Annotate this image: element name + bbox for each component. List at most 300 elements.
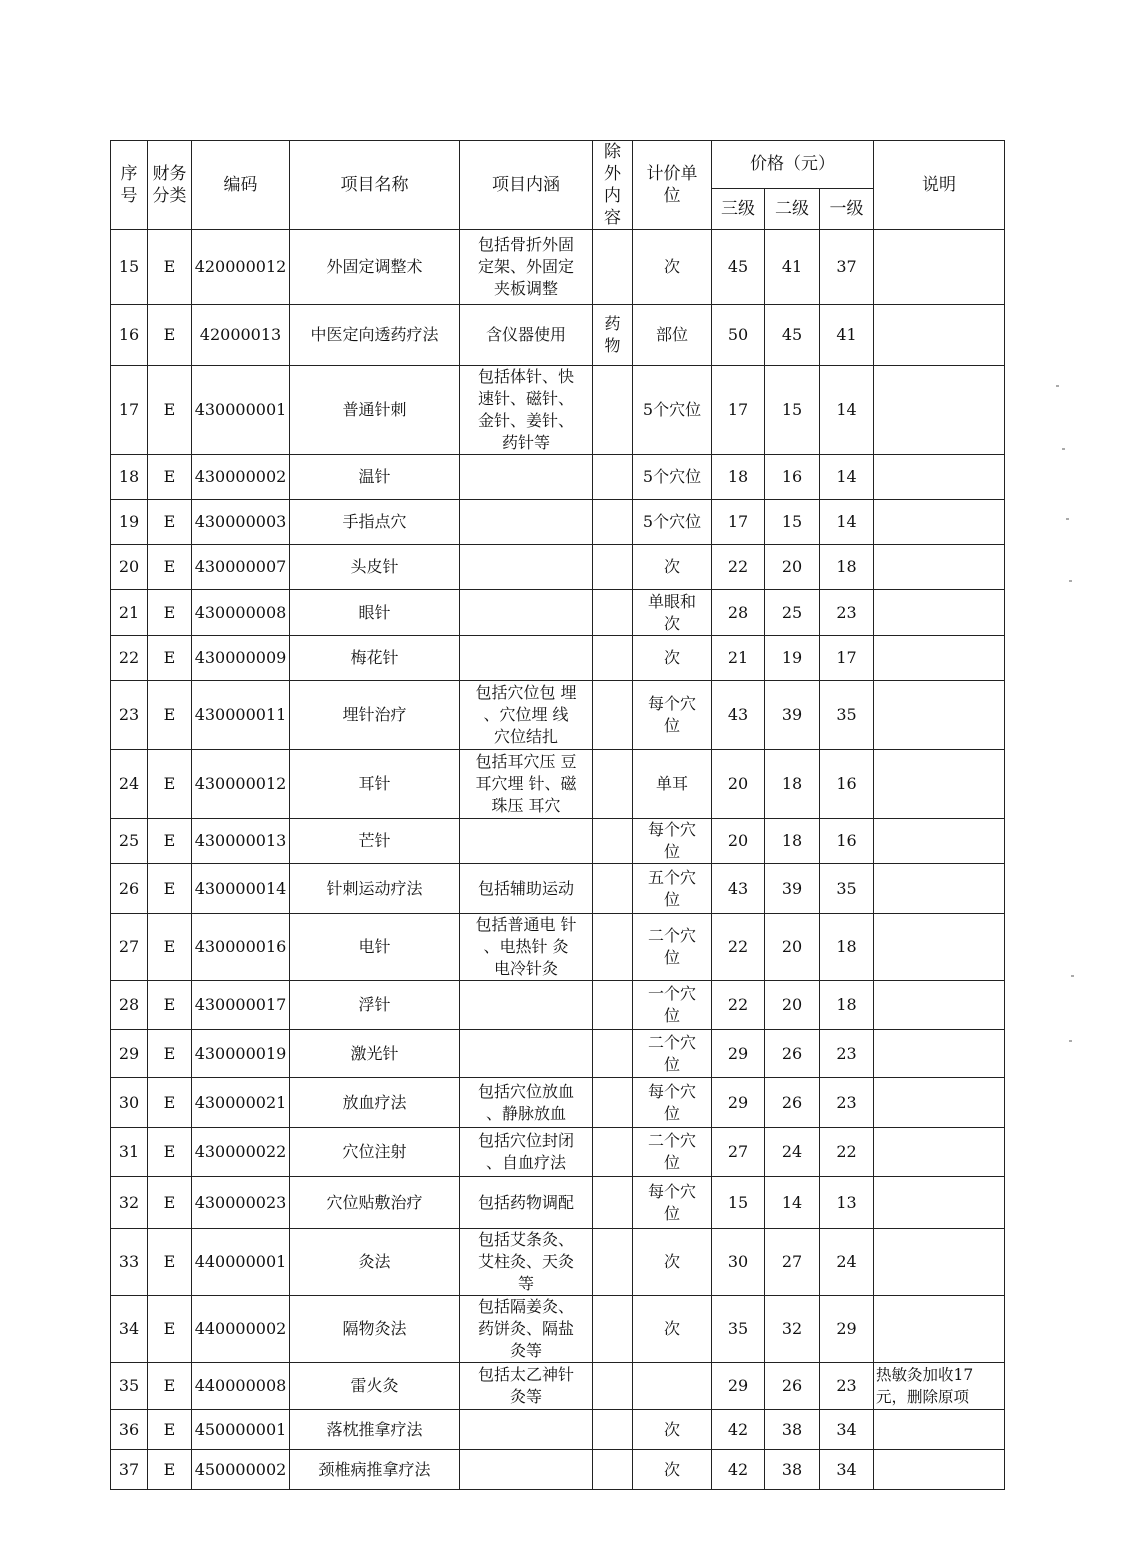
row-unit-line: 次 bbox=[663, 648, 680, 667]
row-code: 430000017 bbox=[192, 981, 290, 1030]
row-unit-line: 单耳 bbox=[655, 774, 688, 793]
row-content-line: 夹板调整 bbox=[493, 279, 558, 298]
row-content-line: 包括药物调配 bbox=[477, 1192, 574, 1212]
row-excluded bbox=[593, 305, 633, 366]
row-unit-line: 次 bbox=[663, 1252, 680, 1271]
table-row bbox=[111, 1450, 1005, 1490]
row-seq: 37 bbox=[111, 1450, 148, 1490]
row-code: 430000012 bbox=[192, 750, 290, 819]
row-category: E bbox=[148, 1229, 192, 1296]
row-content bbox=[460, 914, 593, 981]
row-content-line: 包括艾条灸、 bbox=[477, 1230, 574, 1249]
row-excluded bbox=[593, 1078, 633, 1128]
table-row bbox=[111, 366, 1005, 455]
row-name: 落枕推拿疗法 bbox=[290, 1410, 460, 1450]
row-name: 穴位贴敷治疗 bbox=[290, 1177, 460, 1229]
row-price-level-2: 18 bbox=[765, 750, 820, 819]
row-unit-line: 位 bbox=[663, 1006, 680, 1025]
row-excluded bbox=[593, 1229, 633, 1296]
row-code: 430000011 bbox=[192, 681, 290, 750]
row-note bbox=[874, 981, 1005, 1030]
row-unit bbox=[633, 545, 712, 590]
row-note-line: 元，删除原项 bbox=[876, 1388, 970, 1406]
row-price-level-3: 20 bbox=[712, 819, 765, 864]
row-unit bbox=[633, 500, 712, 545]
row-unit bbox=[633, 1410, 712, 1450]
row-unit bbox=[633, 914, 712, 981]
row-price-level-3: 42 bbox=[712, 1410, 765, 1450]
row-unit bbox=[633, 590, 712, 636]
row-excluded bbox=[593, 981, 633, 1030]
row-price-level-3: 43 bbox=[712, 681, 765, 750]
row-category: E bbox=[148, 1363, 192, 1410]
row-price-level-2: 26 bbox=[765, 1030, 820, 1078]
row-name: 浮针 bbox=[290, 981, 460, 1030]
row-unit-line: 位 bbox=[663, 948, 680, 967]
row-unit bbox=[633, 1128, 712, 1177]
table-row bbox=[111, 500, 1005, 545]
table-row bbox=[111, 864, 1005, 914]
row-content-line: 、静脉放血 bbox=[485, 1103, 566, 1123]
row-excluded bbox=[593, 230, 633, 305]
row-unit-line: 二个穴 bbox=[647, 926, 696, 945]
table-row bbox=[111, 981, 1005, 1030]
row-price-level-2: 27 bbox=[765, 1229, 820, 1296]
row-price-level-2: 45 bbox=[765, 305, 820, 366]
row-content bbox=[460, 545, 593, 590]
row-price-level-1: 14 bbox=[820, 500, 874, 545]
row-price-level-3: 17 bbox=[712, 366, 765, 455]
row-excluded bbox=[593, 914, 633, 981]
table-row bbox=[111, 305, 1005, 366]
row-unit bbox=[633, 1078, 712, 1128]
table-body bbox=[111, 230, 1005, 1490]
row-note bbox=[874, 590, 1005, 636]
row-unit-line: 5个穴位 bbox=[642, 512, 702, 531]
row-content-line: 包括穴位封闭 bbox=[477, 1131, 574, 1150]
row-note bbox=[874, 1078, 1005, 1128]
row-unit-line: 5个穴位 bbox=[642, 400, 702, 419]
row-code: 430000023 bbox=[192, 1177, 290, 1229]
row-content-line: 灸等 bbox=[509, 1387, 542, 1406]
table-row bbox=[111, 1128, 1005, 1177]
row-content bbox=[460, 1128, 593, 1177]
row-seq: 36 bbox=[111, 1410, 148, 1450]
table-row bbox=[111, 681, 1005, 750]
row-excluded bbox=[593, 1450, 633, 1490]
row-code: 420000012 bbox=[192, 230, 290, 305]
row-seq: 24 bbox=[111, 750, 148, 819]
row-price-level-2: 15 bbox=[765, 366, 820, 455]
row-seq: 33 bbox=[111, 1229, 148, 1296]
row-excluded bbox=[593, 500, 633, 545]
row-unit bbox=[633, 455, 712, 500]
row-name: 芒针 bbox=[290, 819, 460, 864]
row-price-level-1: 23 bbox=[820, 1030, 874, 1078]
row-category: E bbox=[148, 981, 192, 1030]
row-note bbox=[874, 1450, 1005, 1490]
row-unit-line: 位 bbox=[663, 842, 680, 861]
row-content-line: 灸等 bbox=[509, 1341, 542, 1360]
row-content-line: 穴位结扎 bbox=[493, 727, 558, 746]
row-excluded bbox=[593, 819, 633, 864]
row-excluded bbox=[593, 1363, 633, 1410]
row-content bbox=[460, 1410, 593, 1450]
row-content-line: 包括普通电 针 bbox=[475, 915, 577, 934]
header-category: 财务 分类 bbox=[148, 141, 192, 230]
row-unit-line: 一个穴 bbox=[647, 984, 696, 1003]
row-note bbox=[874, 1296, 1005, 1363]
row-category: E bbox=[148, 500, 192, 545]
row-content bbox=[460, 1177, 593, 1229]
row-price-level-1: 16 bbox=[820, 750, 874, 819]
row-price-level-3: 30 bbox=[712, 1229, 765, 1296]
row-excluded bbox=[593, 1128, 633, 1177]
row-unit-line: 单眼和 bbox=[647, 591, 696, 611]
row-content bbox=[460, 1363, 593, 1410]
row-seq: 19 bbox=[111, 500, 148, 545]
row-price-level-2: 20 bbox=[765, 914, 820, 981]
row-name: 手指点穴 bbox=[290, 500, 460, 545]
header-price-level-1: 一级 bbox=[820, 188, 874, 229]
scan-speck bbox=[1071, 975, 1074, 977]
row-price-level-2: 41 bbox=[765, 230, 820, 305]
row-note bbox=[874, 864, 1005, 914]
table-row bbox=[111, 1296, 1005, 1363]
row-category: E bbox=[148, 819, 192, 864]
row-seq: 21 bbox=[111, 590, 148, 636]
row-price-level-3: 45 bbox=[712, 230, 765, 305]
header-unit: 计价单 位 bbox=[633, 141, 712, 230]
row-price-level-2: 14 bbox=[765, 1177, 820, 1229]
row-code: 440000001 bbox=[192, 1229, 290, 1296]
row-excluded bbox=[593, 1296, 633, 1363]
row-content bbox=[460, 1030, 593, 1078]
row-content bbox=[460, 750, 593, 819]
row-content-line: 包括体针、快 bbox=[477, 367, 574, 386]
row-unit bbox=[633, 1177, 712, 1229]
row-content-line: 含仪器使用 bbox=[485, 325, 566, 344]
row-code: 450000002 bbox=[192, 1450, 290, 1490]
table-row bbox=[111, 230, 1005, 305]
row-unit bbox=[633, 366, 712, 455]
row-note bbox=[874, 1128, 1005, 1177]
row-price-level-3: 22 bbox=[712, 981, 765, 1030]
row-unit-line: 次 bbox=[663, 1419, 680, 1439]
row-content-line: 金针、姜针、 bbox=[477, 411, 574, 430]
row-unit bbox=[633, 305, 712, 366]
row-name: 头皮针 bbox=[290, 545, 460, 590]
header-content: 项目内涵 bbox=[460, 141, 593, 230]
row-excluded bbox=[593, 636, 633, 681]
row-note bbox=[874, 500, 1005, 545]
row-name: 针刺运动疗法 bbox=[290, 864, 460, 914]
table-row bbox=[111, 590, 1005, 636]
row-unit bbox=[633, 750, 712, 819]
row-name: 颈椎病推拿疗法 bbox=[290, 1450, 460, 1490]
row-price-level-3: 22 bbox=[712, 545, 765, 590]
row-seq: 25 bbox=[111, 819, 148, 864]
row-content-line: 包括太乙神针 bbox=[477, 1365, 574, 1384]
row-price-level-1: 17 bbox=[820, 636, 874, 681]
row-excluded bbox=[593, 1030, 633, 1078]
row-unit bbox=[633, 1229, 712, 1296]
row-content-line: 、穴位埋 线 bbox=[483, 705, 569, 724]
scan-speck bbox=[1069, 1040, 1072, 1042]
row-name: 中医定向透药疗法 bbox=[290, 305, 460, 366]
row-seq: 20 bbox=[111, 545, 148, 590]
row-content bbox=[460, 1450, 593, 1490]
row-unit bbox=[633, 230, 712, 305]
row-unit-line: 每个穴 bbox=[647, 694, 696, 713]
row-name: 隔物灸法 bbox=[290, 1296, 460, 1363]
row-seq: 34 bbox=[111, 1296, 148, 1363]
header-code: 编码 bbox=[192, 141, 290, 230]
row-category: E bbox=[148, 1128, 192, 1177]
table-row bbox=[111, 455, 1005, 500]
row-unit bbox=[633, 864, 712, 914]
row-name: 雷火灸 bbox=[290, 1363, 460, 1410]
row-name: 放血疗法 bbox=[290, 1078, 460, 1128]
row-content-line: 定架、外固定 bbox=[477, 257, 574, 276]
row-seq: 35 bbox=[111, 1363, 148, 1410]
row-note bbox=[874, 366, 1005, 455]
row-unit-line: 次 bbox=[663, 257, 680, 276]
row-category: E bbox=[148, 455, 192, 500]
row-content-line: 包括耳穴压 豆 bbox=[475, 752, 577, 771]
row-name: 灸法 bbox=[290, 1229, 460, 1296]
table-row bbox=[111, 636, 1005, 681]
row-unit-line: 5个穴位 bbox=[642, 467, 702, 486]
row-content-line: 包括穴位包 埋 bbox=[475, 683, 577, 702]
row-unit-line: 每个穴 bbox=[647, 1081, 696, 1101]
row-unit-line: 次 bbox=[663, 557, 680, 576]
row-category: E bbox=[148, 864, 192, 914]
row-note bbox=[874, 636, 1005, 681]
row-price-level-3: 28 bbox=[712, 590, 765, 636]
row-excluded bbox=[593, 545, 633, 590]
price-table bbox=[110, 140, 1005, 1490]
table-row bbox=[111, 819, 1005, 864]
row-category: E bbox=[148, 590, 192, 636]
row-price-level-3: 18 bbox=[712, 455, 765, 500]
row-price-level-2: 32 bbox=[765, 1296, 820, 1363]
row-category: E bbox=[148, 305, 192, 366]
row-content-line: 包括骨折外固 bbox=[477, 235, 574, 254]
row-excluded bbox=[593, 681, 633, 750]
row-price-level-1: 41 bbox=[820, 305, 874, 366]
row-price-level-1: 18 bbox=[820, 545, 874, 590]
row-code: 430000013 bbox=[192, 819, 290, 864]
row-content bbox=[460, 1078, 593, 1128]
row-content-line: 包括辅助运动 bbox=[477, 878, 574, 898]
row-unit bbox=[633, 636, 712, 681]
row-seq: 27 bbox=[111, 914, 148, 981]
row-price-level-1: 16 bbox=[820, 819, 874, 864]
row-seq: 26 bbox=[111, 864, 148, 914]
header-price-level-3: 三级 bbox=[712, 188, 765, 229]
row-category: E bbox=[148, 1177, 192, 1229]
row-excluded bbox=[593, 455, 633, 500]
row-code: 430000003 bbox=[192, 500, 290, 545]
row-note bbox=[874, 455, 1005, 500]
row-code: 430000009 bbox=[192, 636, 290, 681]
table-row bbox=[111, 545, 1005, 590]
row-price-level-2: 18 bbox=[765, 819, 820, 864]
row-code: 42000013 bbox=[192, 305, 290, 366]
row-excluded bbox=[593, 1410, 633, 1450]
row-code: 430000019 bbox=[192, 1030, 290, 1078]
row-content-line: 耳穴埋 针、磁 bbox=[475, 774, 577, 793]
row-code: 430000021 bbox=[192, 1078, 290, 1128]
row-price-level-1: 18 bbox=[820, 914, 874, 981]
row-unit-line: 部位 bbox=[655, 325, 688, 344]
table-row bbox=[111, 750, 1005, 819]
row-price-level-3: 17 bbox=[712, 500, 765, 545]
row-price-level-2: 26 bbox=[765, 1078, 820, 1128]
row-price-level-1: 29 bbox=[820, 1296, 874, 1363]
row-unit-line: 位 bbox=[663, 1103, 680, 1123]
row-price-level-1: 13 bbox=[820, 1177, 874, 1229]
scan-speck bbox=[1056, 385, 1059, 387]
row-price-level-1: 14 bbox=[820, 366, 874, 455]
row-unit-line: 位 bbox=[663, 1203, 680, 1223]
table-row bbox=[111, 1030, 1005, 1078]
row-note bbox=[874, 230, 1005, 305]
row-price-level-1: 34 bbox=[820, 1450, 874, 1490]
row-name: 梅花针 bbox=[290, 636, 460, 681]
row-excluded-line: 物 bbox=[604, 336, 621, 355]
row-price-level-1: 23 bbox=[820, 1078, 874, 1128]
row-seq: 16 bbox=[111, 305, 148, 366]
row-excluded bbox=[593, 590, 633, 636]
row-content bbox=[460, 230, 593, 305]
row-note bbox=[874, 305, 1005, 366]
row-note bbox=[874, 1030, 1005, 1078]
row-price-level-3: 50 bbox=[712, 305, 765, 366]
row-price-level-3: 22 bbox=[712, 914, 765, 981]
row-content bbox=[460, 819, 593, 864]
table-row bbox=[111, 1229, 1005, 1296]
row-price-level-2: 24 bbox=[765, 1128, 820, 1177]
table-row bbox=[111, 914, 1005, 981]
row-unit-line: 每个穴 bbox=[647, 820, 696, 839]
row-excluded bbox=[593, 750, 633, 819]
row-unit bbox=[633, 1450, 712, 1490]
row-price-level-2: 38 bbox=[765, 1450, 820, 1490]
row-price-level-3: 43 bbox=[712, 864, 765, 914]
row-name: 温针 bbox=[290, 455, 460, 500]
row-price-level-3: 27 bbox=[712, 1128, 765, 1177]
row-note bbox=[874, 819, 1005, 864]
row-unit-line: 次 bbox=[663, 613, 680, 633]
row-unit-line: 每个穴 bbox=[647, 1181, 696, 1201]
row-note bbox=[874, 1229, 1005, 1296]
row-note bbox=[874, 1410, 1005, 1450]
row-price-level-1: 22 bbox=[820, 1128, 874, 1177]
row-category: E bbox=[148, 1078, 192, 1128]
header-note: 说明 bbox=[874, 141, 1005, 230]
row-price-level-1: 23 bbox=[820, 590, 874, 636]
row-code: 430000001 bbox=[192, 366, 290, 455]
row-unit-line: 二个穴 bbox=[647, 1131, 696, 1150]
row-content-line: 、自血疗法 bbox=[485, 1153, 566, 1172]
header-name: 项目名称 bbox=[290, 141, 460, 230]
row-content bbox=[460, 1229, 593, 1296]
row-unit bbox=[633, 681, 712, 750]
row-category: E bbox=[148, 914, 192, 981]
row-price-level-2: 15 bbox=[765, 500, 820, 545]
row-price-level-2: 39 bbox=[765, 864, 820, 914]
row-name: 激光针 bbox=[290, 1030, 460, 1078]
row-unit-line: 位 bbox=[663, 1153, 680, 1172]
row-code: 430000002 bbox=[192, 455, 290, 500]
row-price-level-3: 29 bbox=[712, 1078, 765, 1128]
row-code: 440000002 bbox=[192, 1296, 290, 1363]
row-seq: 23 bbox=[111, 681, 148, 750]
row-name: 穴位注射 bbox=[290, 1128, 460, 1177]
row-unit-line: 位 bbox=[663, 889, 680, 909]
row-code: 430000014 bbox=[192, 864, 290, 914]
row-price-level-2: 38 bbox=[765, 1410, 820, 1450]
row-price-level-2: 19 bbox=[765, 636, 820, 681]
row-code: 430000022 bbox=[192, 1128, 290, 1177]
row-code: 450000001 bbox=[192, 1410, 290, 1450]
row-content-line: 药饼灸、隔盐 bbox=[477, 1319, 574, 1338]
row-unit-line: 二个穴 bbox=[647, 1032, 696, 1052]
row-price-level-1: 34 bbox=[820, 1410, 874, 1450]
row-code: 430000007 bbox=[192, 545, 290, 590]
row-content-line: 速针、磁针、 bbox=[477, 389, 574, 408]
table-row bbox=[111, 1078, 1005, 1128]
header-seq: 序 号 bbox=[111, 141, 148, 230]
row-price-level-2: 20 bbox=[765, 545, 820, 590]
row-content-line: 艾柱灸、天灸 bbox=[477, 1252, 574, 1271]
row-unit-line: 次 bbox=[663, 1459, 680, 1479]
header-excluded: 除 外 内 容 bbox=[593, 141, 633, 230]
row-unit bbox=[633, 981, 712, 1030]
row-content-line: 珠压 耳穴 bbox=[491, 796, 561, 815]
row-name: 耳针 bbox=[290, 750, 460, 819]
row-price-level-2: 20 bbox=[765, 981, 820, 1030]
row-category: E bbox=[148, 1450, 192, 1490]
row-note bbox=[874, 1177, 1005, 1229]
row-note bbox=[874, 914, 1005, 981]
row-price-level-1: 18 bbox=[820, 981, 874, 1030]
row-content bbox=[460, 500, 593, 545]
row-seq: 28 bbox=[111, 981, 148, 1030]
row-note bbox=[874, 750, 1005, 819]
header-price-level-2: 二级 bbox=[765, 188, 820, 229]
row-seq: 22 bbox=[111, 636, 148, 681]
row-unit bbox=[633, 1296, 712, 1363]
row-price-level-3: 21 bbox=[712, 636, 765, 681]
row-price-level-3: 15 bbox=[712, 1177, 765, 1229]
row-code: 430000008 bbox=[192, 590, 290, 636]
row-note bbox=[874, 681, 1005, 750]
row-excluded bbox=[593, 366, 633, 455]
row-content-line: 等 bbox=[517, 1274, 534, 1293]
row-note bbox=[874, 1363, 1005, 1410]
row-category: E bbox=[148, 366, 192, 455]
row-price-level-1: 37 bbox=[820, 230, 874, 305]
table-row bbox=[111, 1177, 1005, 1229]
row-content bbox=[460, 455, 593, 500]
row-category: E bbox=[148, 750, 192, 819]
row-content-line: 包括隔姜灸、 bbox=[477, 1297, 574, 1316]
row-price-level-2: 39 bbox=[765, 681, 820, 750]
row-content-line: 包括穴位放血 bbox=[477, 1081, 574, 1101]
